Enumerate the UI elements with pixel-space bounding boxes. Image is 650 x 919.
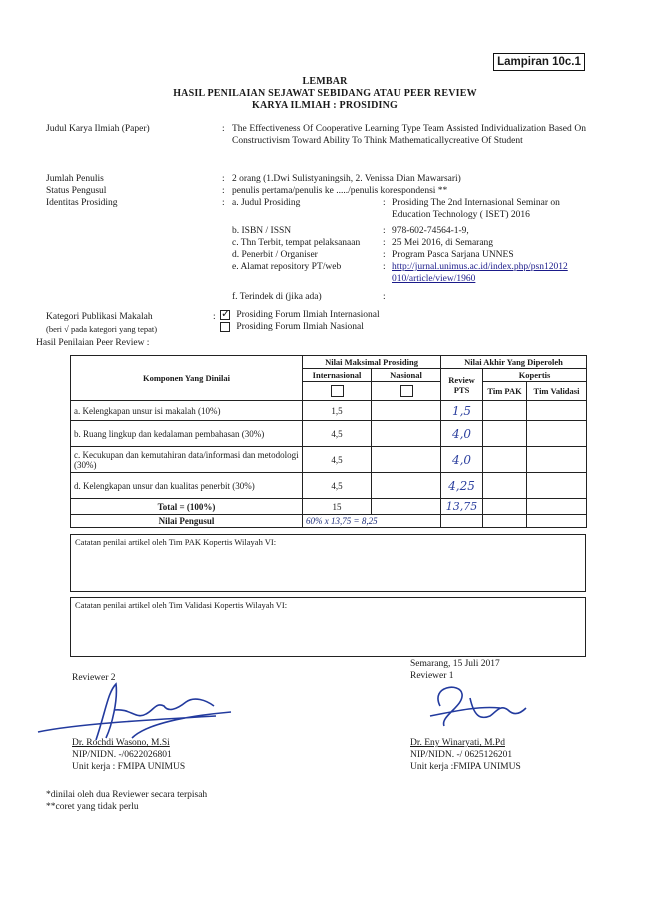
item-value: Prosiding The 2nd Internasional Seminar on Education Technology ( ISET) 2016 xyxy=(392,198,560,220)
hasil-label: Hasil Penilaian Peer Review : xyxy=(36,338,150,348)
colon: : xyxy=(222,198,225,208)
nas-cell xyxy=(372,447,441,473)
kategori-label: Kategori Publikasi Makalah xyxy=(46,312,153,322)
review-cell: 4,25 xyxy=(441,473,483,499)
checkbox[interactable] xyxy=(331,385,344,397)
header-kopertis: Kopertis xyxy=(483,369,587,382)
item-label: c. Thn Terbit, tempat pelaksanaan xyxy=(232,238,361,248)
nilai-timval xyxy=(527,515,587,528)
judul-value: The Effectiveness Of Cooperative Learning Type Team Assisted Individualization Based On Constructivism Toward Ability To Think Mathematicallycreative Of Student xyxy=(232,124,586,146)
item-value: Program Pasca Sarjana UNNES xyxy=(392,250,514,260)
jumlah-value: 2 orang (1.Dwi Sulistyaningsih, 2. Venissa Dian Mawarsari) xyxy=(232,174,461,184)
status-value: penulis pertama/penulis ke ...../penulis korespondensi ** xyxy=(232,186,448,196)
timpak-cell xyxy=(483,401,527,421)
colon: : xyxy=(383,292,386,302)
colon: : xyxy=(222,174,225,184)
place-date: Semarang, 15 Juli 2017 xyxy=(410,659,500,669)
score-table xyxy=(70,355,587,528)
colon: : xyxy=(222,186,225,196)
option-label: Prosiding Forum Ilmiah Nasional xyxy=(236,322,364,333)
review-cell: 4,0 xyxy=(441,421,483,447)
int-cell: 1,5 xyxy=(303,401,372,421)
title-line-3: KARYA ILMIAH : PROSIDING xyxy=(251,100,399,111)
timval-cell xyxy=(527,401,587,421)
reviewer2-title: Reviewer 2 xyxy=(72,673,116,683)
identitas-label: Identitas Prosiding xyxy=(46,198,118,208)
int-cell: 4,5 xyxy=(303,421,372,447)
item-label: f. Terindek di (jika ada) xyxy=(232,292,322,302)
catatan-pak-box xyxy=(70,534,586,592)
colon: : xyxy=(383,238,386,248)
nas-cell xyxy=(372,421,441,447)
komponen-cell: c. Kecukupan dan kemutahiran data/informasi dan metodologi (30%) xyxy=(71,447,303,473)
reviewer1-signature xyxy=(400,676,550,738)
header-timval: Tim Validasi xyxy=(527,382,587,401)
timpak-cell xyxy=(483,421,527,447)
judul-label: Judul Karya Ilmiah (Paper) xyxy=(46,124,150,134)
komponen-cell: a. Kelengkapan unsur isi makalah (10%) xyxy=(71,401,303,421)
item-label: b. ISBN / ISSN xyxy=(232,226,292,236)
repository-link[interactable]: http://jurnal.unimus.ac.id/index.php/psn12012010/article/view/1960 xyxy=(392,262,568,284)
item-value: 25 Mei 2016, di Semarang xyxy=(392,238,494,248)
int-box-cell xyxy=(303,382,372,401)
colon: : xyxy=(383,198,386,208)
kategori-option-national[interactable] xyxy=(220,322,364,332)
total-review: 13,75 xyxy=(441,499,483,515)
kategori-option-international[interactable] xyxy=(220,307,380,321)
checkbox-checked[interactable]: ✓ xyxy=(221,307,231,320)
table-row xyxy=(71,401,587,421)
timval-cell xyxy=(527,473,587,499)
checkbox[interactable] xyxy=(400,385,413,397)
header-timpak: Tim PAK xyxy=(483,382,527,401)
nilai-row xyxy=(71,515,587,528)
timval-cell xyxy=(527,421,587,447)
header-review: Review PTS xyxy=(441,369,483,401)
komponen-cell: b. Ruang lingkup dan kedalaman pembahasan (30%) xyxy=(71,421,303,447)
review-cell: 1,5 xyxy=(441,401,483,421)
nilai-value: 60% x 13,75 = 8,25 xyxy=(303,515,441,528)
total-timval xyxy=(527,499,587,515)
nilai-review xyxy=(441,515,483,528)
timpak-cell xyxy=(483,447,527,473)
total-label: Total = (100%) xyxy=(71,499,303,515)
total-int: 15 xyxy=(303,499,372,515)
reviewer1-unit: Unit kerja :FMIPA UNIMUS xyxy=(410,762,521,772)
total-row xyxy=(71,499,587,515)
title-line-1: LEMBAR xyxy=(302,76,348,87)
reviewer1-name: Dr. Eny Winaryati, M.Pd xyxy=(410,738,505,748)
item-label: d. Penerbit / Organiser xyxy=(232,250,318,260)
colon: : xyxy=(213,312,216,322)
item-label: e. Alamat repository PT/web xyxy=(232,262,342,272)
colon: : xyxy=(383,250,386,260)
header-nas: Nasional xyxy=(372,369,441,382)
reviewer1-title: Reviewer 1 xyxy=(410,671,454,681)
reviewer2-unit: Unit kerja : FMIPA UNIMUS xyxy=(72,762,186,772)
timpak-cell xyxy=(483,473,527,499)
nas-cell xyxy=(372,401,441,421)
note: **coret yang tidak perlu xyxy=(46,802,139,812)
table-row xyxy=(71,447,587,473)
reviewer2-nip: NIP/NIDN. -/0622026801 xyxy=(72,750,172,760)
int-cell: 4,5 xyxy=(303,447,372,473)
colon: : xyxy=(222,124,225,134)
komponen-cell: d. Kelengkapan unsur dan kualitas penerbit (30%) xyxy=(71,473,303,499)
catatan-validasi-label: Catatan penilai artikel oleh Tim Validasi Kopertis Wilayah VI: xyxy=(75,600,288,610)
title-line-2: HASIL PENILAIAN SEJAWAT SEBIDANG ATAU PEER REVIEW xyxy=(173,88,477,99)
colon: : xyxy=(383,226,386,236)
catatan-validasi-box xyxy=(70,597,586,657)
header-komponen: Komponen Yang Dinilai xyxy=(71,356,303,401)
total-timpak xyxy=(483,499,527,515)
int-cell: 4,5 xyxy=(303,473,372,499)
nilai-timpak xyxy=(483,515,527,528)
header-int: Internasional xyxy=(303,369,372,382)
status-label: Status Pengusul xyxy=(46,186,107,196)
nas-cell xyxy=(372,473,441,499)
review-cell: 4,0 xyxy=(441,447,483,473)
nas-box-cell xyxy=(372,382,441,401)
item-label: a. Judul Prosiding xyxy=(232,198,301,208)
jumlah-label: Jumlah Penulis xyxy=(46,174,104,184)
colon: : xyxy=(383,262,386,272)
item-value: 978-602-74564-1-9, xyxy=(392,226,469,236)
catatan-pak-label: Catatan penilai artikel oleh Tim PAK Kopertis Wilayah VI: xyxy=(75,537,277,547)
checkbox[interactable] xyxy=(220,322,230,332)
reviewer1-nip: NIP/NIDN. -/ 0625126201 xyxy=(410,750,513,760)
header-maks: Nilai Maksimal Prosiding xyxy=(303,356,441,369)
header-akhir: Nilai Akhir Yang Diperoleh xyxy=(441,356,587,369)
total-nas xyxy=(372,499,441,515)
table-row xyxy=(71,421,587,447)
nilai-label: Nilai Pengusul xyxy=(71,515,303,528)
reviewer2-name: Dr. Rochdi Wasono, M.Si xyxy=(72,738,170,748)
kategori-hint: (beri √ pada kategori yang tepat) xyxy=(46,324,158,334)
option-label: Prosiding Forum Ilmiah Internasional xyxy=(236,310,380,321)
attachment-label: Lampiran 10c.1 xyxy=(493,53,585,71)
table-row xyxy=(71,473,587,499)
note: *dinilai oleh dua Reviewer secara terpisah xyxy=(46,790,208,800)
timval-cell xyxy=(527,447,587,473)
